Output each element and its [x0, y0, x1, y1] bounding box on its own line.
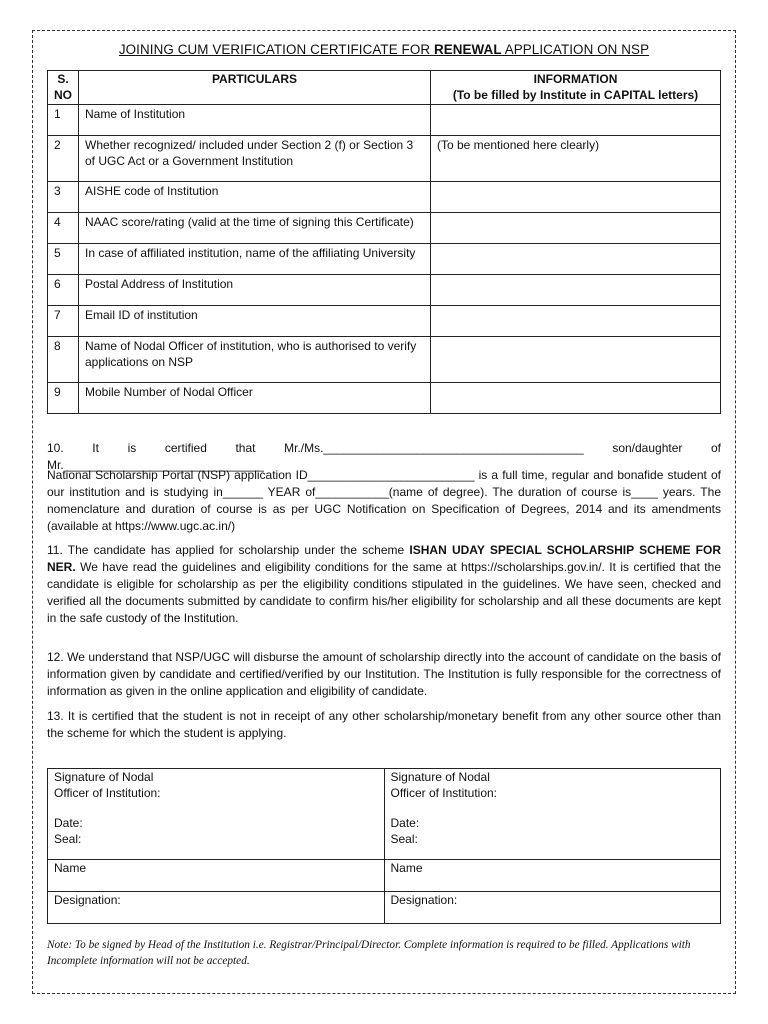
- name-row: [48, 860, 721, 892]
- row-sno: 7: [48, 306, 79, 337]
- row-info-field[interactable]: [431, 306, 721, 337]
- row-particular: Email ID of institution: [79, 306, 431, 337]
- signature-table: [47, 768, 721, 924]
- date-label: Date:: [390, 816, 420, 830]
- para-11: [47, 542, 721, 627]
- row-sno: 1: [48, 105, 79, 136]
- para-11-prefix: 11. The candidate has applied for scholarship under the scheme: [47, 543, 410, 557]
- signature-cell-right[interactable]: [384, 769, 721, 860]
- row-sno: 8: [48, 337, 79, 383]
- seal-label: Seal:: [390, 831, 418, 846]
- row-particular: NAAC score/rating (valid at the time of signing this Certificate): [79, 213, 431, 244]
- row-sno: 9: [48, 383, 79, 414]
- row-sno: 4: [48, 213, 79, 244]
- document-title: [32, 42, 736, 57]
- title-suffix: APPLICATION ON NSP: [501, 42, 650, 57]
- table-row: [48, 244, 721, 275]
- footer-note: Note: To be signed by Head of the Institution i.e. Registrar/Principal/Director. Complete information is required to be filled. Applications with Incomplete information will not be accepted.: [47, 939, 691, 967]
- row-sno: 3: [48, 182, 79, 213]
- row-particular: Mobile Number of Nodal Officer: [79, 383, 431, 414]
- table-row: [48, 306, 721, 337]
- para-12: 12. We understand that NSP/UGC will disburse the amount of scholarship directly into the account of candidate on the basis of information given by candidate and certified/verified by our Institution. The Institution is fully responsible for the correctness of information as given in the online application and eligibility of candidate.: [47, 650, 721, 698]
- designation-row: [48, 892, 721, 924]
- signature-label: Signature of Nodal Officer of Institution:: [54, 770, 161, 800]
- row-info-field[interactable]: [431, 105, 721, 136]
- name-cell-right[interactable]: Name: [384, 860, 721, 892]
- table-row: [48, 275, 721, 306]
- row-info-field[interactable]: (To be mentioned here clearly): [431, 136, 721, 182]
- row-info-field[interactable]: [431, 383, 721, 414]
- table-row: [48, 383, 721, 414]
- para-13: 13. It is certified that the student is not in receipt of any other scholarship/monetary benefit from any other source other than the scheme for which the student is applying.: [47, 709, 721, 740]
- row-particular: Name of Nodal Officer of institution, who is authorised to verify applications on NSP: [79, 337, 431, 383]
- row-sno: 5: [48, 244, 79, 275]
- table-row: [48, 105, 721, 136]
- table-header-row: [48, 71, 721, 105]
- scheme-name: ISHAN UDAY SPECIAL SCHOLARSHIP SCHEME FOR NER.: [47, 543, 721, 574]
- name-cell-left[interactable]: Name: [48, 860, 385, 892]
- para-11-body: We have read the guidelines and eligibility conditions for the same at https://scholarships.gov.in/. It is certified that the candidate is eligible for scholarship as per the eligibility conditions stipulated in the guidelines. We have seen, checked and verified all the documents submitted by candidate to confirm his/her eligibility for scholarship and all these documents are kept in the safe custody of the Institution.: [47, 560, 721, 625]
- header-information: INFORMATION (To be filled by Institute in CAPITAL letters): [431, 71, 721, 105]
- title-bold: RENEWAL: [433, 42, 502, 57]
- row-particular: In case of affiliated institution, name of the affiliating University: [79, 244, 431, 275]
- row-particular: Postal Address of Institution: [79, 275, 431, 306]
- particulars-table: [47, 70, 721, 414]
- row-sno: 2: [48, 136, 79, 182]
- designation-cell-right[interactable]: Designation:: [384, 892, 721, 924]
- header-particulars: PARTICULARS: [79, 71, 431, 105]
- title-prefix: JOINING CUM VERIFICATION CERTIFICATE FOR: [118, 42, 434, 57]
- signature-label: Signature of Nodal Officer of Institution:: [390, 770, 497, 800]
- date-label: Date:: [54, 816, 83, 830]
- seal-label: Seal:: [54, 831, 82, 846]
- designation-cell-left[interactable]: Designation:: [48, 892, 385, 924]
- signature-row: [48, 769, 721, 860]
- table-row: [48, 337, 721, 383]
- para-10-body: National Scholarship Portal (NSP) application ID_________________________ is a full time, regular and bonafide student of our institution and is studying in______ YEAR of___________(name of degree). The duration of course is____ years. The nomenclature and duration of course is as per UGC Notification on Specification of Degrees, 2014 and its amendments (available at https://www.ugc.ac.in/): [47, 468, 721, 533]
- row-info-field[interactable]: [431, 213, 721, 244]
- table-row: [48, 136, 721, 182]
- row-info-field[interactable]: [431, 182, 721, 213]
- header-sno: S. NO: [48, 71, 79, 105]
- row-info-field[interactable]: [431, 275, 721, 306]
- row-info-field[interactable]: [431, 337, 721, 383]
- row-particular: Whether recognized/ included under Section 2 (f) or Section 3 of UGC Act or a Government Institution: [79, 136, 431, 182]
- signature-cell-left[interactable]: [48, 769, 385, 860]
- row-info-field[interactable]: [431, 244, 721, 275]
- table-row: [48, 182, 721, 213]
- row-sno: 6: [48, 275, 79, 306]
- table-row: [48, 213, 721, 244]
- row-particular: Name of Institution: [79, 105, 431, 136]
- para-10-line1: 10. It is certified that Mr./Ms._______________________________________ son/daughter of Mr.______________________________: [47, 441, 721, 472]
- row-particular: AISHE code of Institution: [79, 182, 431, 213]
